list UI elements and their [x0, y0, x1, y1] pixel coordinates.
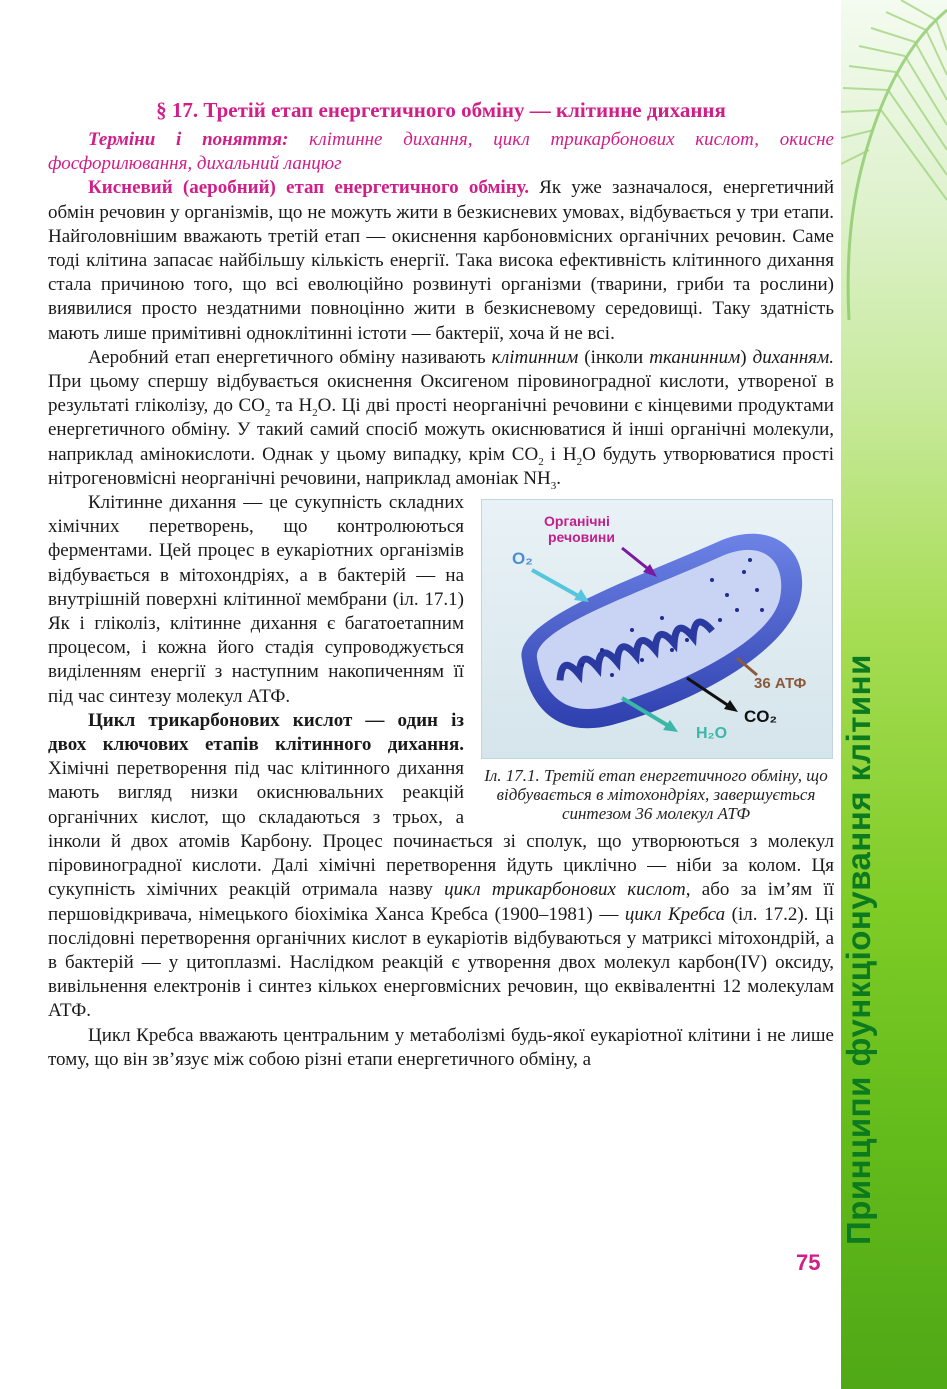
- text-run: і H: [543, 443, 577, 465]
- terms-line: [48, 128, 834, 176]
- figure-17-1: [478, 499, 834, 823]
- text-run: (іл. 17.2). Ці послідовні перетворення органічних кислот в еукаріотів відбуваються у матриксі мітохондрій, а в бактерій — у цитоплазмі. Наслідком реакцій є утворення двох молекул карбон(IV) оксиду, вивільнення електронів і синтез кількох енерговмісних речовин, що еквівалентні 12 молекулам АТФ.: [48, 903, 834, 1022]
- label-co2: CO₂: [744, 707, 778, 727]
- page-title: § 17. Третій етап енергетичного обміну — клітинне дихання: [156, 98, 726, 122]
- label-atp: 36 АТФ: [754, 675, 807, 693]
- text-run: та H: [270, 395, 313, 417]
- page-content: [48, 96, 834, 1072]
- subscript: 2: [576, 455, 583, 468]
- paragraph-5: Цикл Кребса вважають центральним у метаболізмі будь-якої еукаріотної клітини і не лише тому, що він зв’язує між собою різні етапи енергетичного обміну, а: [48, 1024, 834, 1070]
- subscript: 2: [312, 407, 318, 420]
- term-italic: диханням.: [752, 346, 834, 368]
- text-run: .: [556, 467, 561, 489]
- terms-label: Терміни і поняття:: [88, 129, 289, 150]
- term-italic: клітинним: [491, 346, 579, 368]
- side-section-title: Принципи функціонування клітини: [840, 654, 877, 1245]
- text-run: ): [740, 346, 753, 368]
- text-run: При цьому спершу відбувається окиснення Оксигеном піровиноградної кислоти, утвореної в результаті гліколізу, до CO: [48, 371, 834, 417]
- mitochondrion-illustration: [481, 499, 833, 759]
- co2-arrowhead: [724, 700, 738, 712]
- term-italic: цикл трикарбонових кислот: [444, 879, 686, 901]
- paragraph-1-heading: Кисневий (аеробний) етап енергетичного обміну.: [88, 177, 529, 199]
- paragraph-3-text: Клітинне дихання — це сукупність складних хімічних перетворень, що контролюються ферментами. Цей процес в еукаріотних організмів відбувається в мітохондріях, а в бактерій — на внутрішній поверхні клітинної мембрани (іл. 17.1) Як і гліколіз, клітинне дихання є багатоетапним процесом, і кожна його стадія супроводжується виділенням енергії з наступним накопиченням її під час синтезу молекул АТФ.: [48, 492, 464, 707]
- text-run: , або за ім’ям її першовідкривача, німецького біохіміка Ханса Кребса (1900–1981) —: [48, 879, 834, 925]
- o2-arrow: [532, 570, 582, 598]
- figure-caption: Іл. 17.1. Третій етап енергетичного обміну, що відбувається в мітохондріях, завершується синтезом 36 молекул АТФ: [484, 766, 828, 824]
- term-italic: цикл Кребса: [624, 903, 726, 925]
- terms-text: клітинне дихання, цикл трикарбонових кислот, окисне фосфорилювання, дихальний ланцюг: [48, 129, 834, 175]
- label-organic-1: Органічні: [544, 513, 610, 530]
- label-h2o: H₂O: [696, 725, 728, 743]
- text-run: (інколи: [578, 346, 650, 368]
- mitochondrion-diagram: [482, 500, 832, 758]
- label-o2: O₂: [512, 549, 533, 569]
- term-italic: тканинним: [649, 346, 741, 368]
- subscript: 3: [550, 479, 557, 492]
- paragraph-2: [48, 346, 834, 491]
- text-run: O. Ці дві прості неорганічні речовини є кінцевими продуктами енергетичного обміну. У такий самий спосіб можуть окиснюватися й інші органічні молекули, наприклад амінокислоти. Однак у цьому випадку, крім CO: [48, 395, 834, 465]
- label-organic-2: речовини: [548, 529, 615, 546]
- paragraph-4-heading: Цикл трикарбонових кислот — один із двох ключових етапів клітинного дихання.: [48, 709, 464, 756]
- paragraph-1: [48, 176, 834, 345]
- fern-leaf-icon: [841, 0, 947, 320]
- page-number: 75: [796, 1250, 821, 1275]
- text-run: Хімічні перетворення під час клітинного дихання мають вигляд низки окиснювальних реакцій органічних кислот, що складаються з трьох, а інколи й двох атомів Карбону. Процес починається зі сполук, що утворюються з молекул піровиноградної кислоти. Далі хімічні перетворення йдуть циклічно — ніби за колом. Ця сукупність хімічних реакцій отримала назву: [48, 758, 834, 901]
- paragraph-1-text: Як уже зазначалося, енергетичний обмін речовин у організмів, що не можуть жити в безкисневих умовах, відбувається у три етапи. Найголовнішим вважають третій етап — окиснення карбоновмісних органічних речовин. Саме тоді клітина запасає найбільшу кількість енергії. Така висока ефективність клітинного дихання стала причиною того, що всі еволюційно розвинуті організми (тварини, гриби та рослини) виявилися просто нездатними повноцінно жити в безкисневому середовищі. Таку здатність мають лише примітивні одноклітинні істоти — бактерії, хоча й не всі.: [48, 177, 835, 344]
- text-run: O будуть утворюватися прості нітрогеновмісні неорганічні речовини, наприклад амоніак NH: [48, 443, 835, 489]
- subscript: 2: [538, 455, 544, 468]
- subscript: 2: [264, 407, 271, 420]
- text-run: Аеробний етап енергетичного обміну називають: [88, 346, 492, 368]
